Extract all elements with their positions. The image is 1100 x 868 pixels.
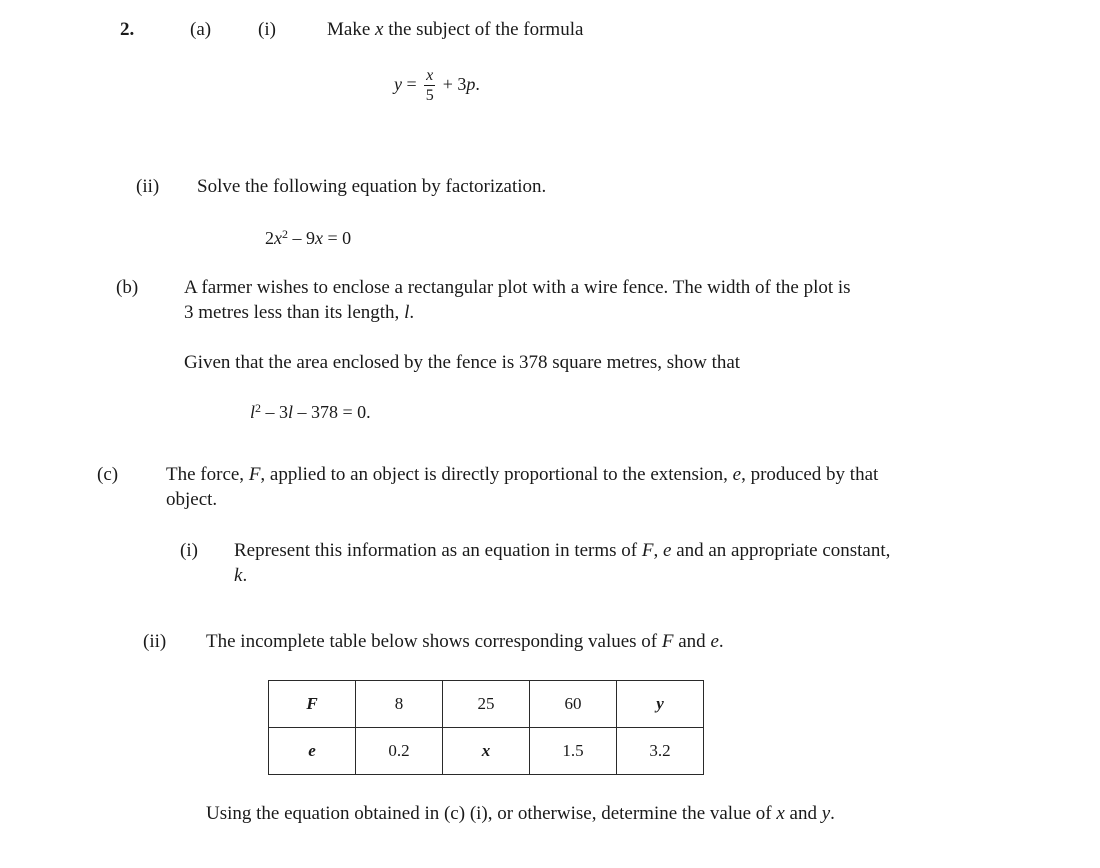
- part-c-label: (c): [97, 464, 119, 485]
- part-a-ii-prompt: Solve the following equation by factorization.: [197, 176, 547, 197]
- part-c-line1: The force, F, applied to an object is directly proportional to the extension, e, produced by that: [166, 464, 879, 485]
- part-c-i-line1: Represent this information as an equation in terms of F, e and an appropriate constant,: [234, 540, 891, 561]
- table-row-force: [269, 681, 704, 728]
- table-cell-unknown-y: y: [617, 681, 704, 728]
- part-c-ii-label: (ii): [143, 631, 167, 652]
- area-equation: $l^2 - 3l - 378 = 0$.: [250, 401, 371, 422]
- table-row-extension: [269, 728, 704, 775]
- part-c-i-label: (i): [180, 540, 198, 561]
- quadratic-equation: $2x^2 - 9x = 0$: [265, 227, 352, 248]
- table-header-e: e: [269, 728, 356, 775]
- part-a-ii-label: (ii): [136, 176, 160, 197]
- table-cell: 0.2: [356, 728, 443, 775]
- part-c-line2: object.: [166, 489, 218, 510]
- table-cell: 60: [530, 681, 617, 728]
- part-c-i-line2: k.: [234, 565, 248, 586]
- table-cell: 1.5: [530, 728, 617, 775]
- table-header-F: F: [269, 681, 356, 728]
- table-cell: 8: [356, 681, 443, 728]
- question-number: 2.: [120, 19, 135, 40]
- part-a-i-prompt: Make x the subject of the formula: [327, 19, 584, 40]
- table-cell-unknown-x: x: [443, 728, 530, 775]
- part-c-final-instruction: Using the equation obtained in (c) (i), or otherwise, determine the value of x and y.: [206, 803, 835, 824]
- part-b-line2: 3 metres less than its length, l.: [184, 302, 415, 323]
- table-cell: 25: [443, 681, 530, 728]
- table-cell: 3.2: [617, 728, 704, 775]
- formula-y: y = $\frac{x}{5}$ + 3p.: [394, 66, 480, 104]
- values-table: [268, 680, 704, 775]
- part-b-label: (b): [116, 277, 139, 298]
- part-b-line1: A farmer wishes to enclose a rectangular plot with a wire fence. The width of the plot is: [184, 277, 851, 298]
- part-c-ii-prompt: The incomplete table below shows corresponding values of F and e.: [206, 631, 724, 652]
- part-a-label: (a): [190, 19, 212, 40]
- part-a-i-label: (i): [258, 19, 276, 40]
- fraction-x-over-5: $\frac{x}{5}$: [425, 66, 434, 104]
- part-b-given: Given that the area enclosed by the fence is 378 square metres, show that: [184, 352, 741, 373]
